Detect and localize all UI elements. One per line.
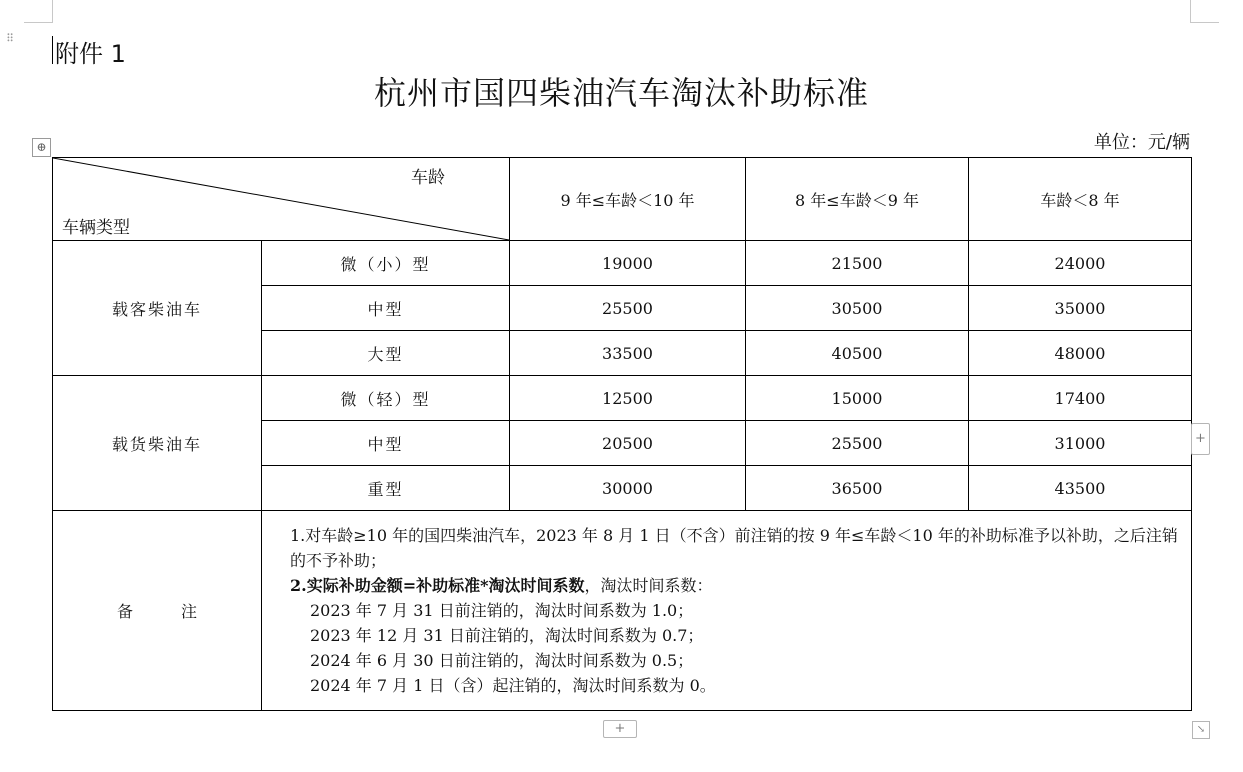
value-cell: 21500 (746, 241, 969, 286)
value-cell: 12500 (510, 376, 746, 421)
table-row (53, 241, 1192, 286)
remark-formula: 2.实际补助金额=补助标准*淘汰时间系数 (290, 576, 585, 595)
column-header-8-9: 8 年≤车龄＜9 年 (746, 158, 969, 241)
remark-coefficient-item: 2024 年 6 月 30 日前注销的，淘汰时间系数为 0.5； (310, 651, 694, 670)
add-row-button[interactable]: + (603, 720, 637, 738)
remarks-content (262, 511, 1192, 711)
header-vehicle-age: 车龄 (411, 168, 445, 188)
value-cell: 33500 (510, 331, 746, 376)
text-cursor (52, 36, 53, 64)
value-cell: 19000 (510, 241, 746, 286)
value-cell: 40500 (746, 331, 969, 376)
page-corner-mark-top-left (24, 0, 53, 23)
value-cell: 48000 (969, 331, 1192, 376)
remark-coefficient-item: 2023 年 7 月 31 日前注销的，淘汰时间系数为 1.0； (310, 601, 694, 620)
header-vehicle-type: 车辆类型 (62, 218, 130, 238)
value-cell: 35000 (969, 286, 1192, 331)
column-header-under-8: 车龄＜8 年 (969, 158, 1192, 241)
table-header-row (53, 158, 1192, 241)
value-cell: 30000 (510, 466, 746, 511)
type-cell: 中型 (262, 286, 510, 331)
column-header-9-10: 9 年≤车龄＜10 年 (510, 158, 746, 241)
value-cell: 25500 (746, 421, 969, 466)
diagonal-header-cell (53, 158, 510, 241)
remarks-label-part: 备 (116, 602, 133, 621)
value-cell: 36500 (746, 466, 969, 511)
value-cell: 20500 (510, 421, 746, 466)
value-cell: 15000 (746, 376, 969, 421)
type-cell: 微（轻）型 (262, 376, 510, 421)
type-cell: 大型 (262, 331, 510, 376)
remark-formula-suffix: ，淘汰时间系数： (584, 576, 713, 595)
document-title: 杭州市国四柴油汽车淘汰补助标准 (373, 74, 869, 112)
remark-coefficient-item: 2024 年 7 月 1 日（含）起注销的，淘汰时间系数为 0。 (310, 676, 716, 695)
add-column-button[interactable]: + (1191, 423, 1210, 455)
table-move-handle-icon[interactable]: ⊕ (32, 138, 51, 157)
remarks-label (53, 511, 262, 711)
table-row (53, 376, 1192, 421)
value-cell: 17400 (969, 376, 1192, 421)
table-resize-handle-icon[interactable]: ↘ (1192, 721, 1210, 739)
subsidy-table (52, 157, 1192, 711)
type-cell: 中型 (262, 421, 510, 466)
type-cell: 微（小）型 (262, 241, 510, 286)
unit-label: 单位：元/辆 (1093, 132, 1190, 153)
attachment-label: 附件 1 (55, 40, 126, 68)
remark-line-2 (290, 573, 1183, 598)
type-cell: 重型 (262, 466, 510, 511)
category-freight: 载货柴油车 (53, 376, 262, 511)
page-corner-mark-top-right (1190, 0, 1219, 23)
value-cell: 30500 (746, 286, 969, 331)
value-cell: 24000 (969, 241, 1192, 286)
value-cell: 25500 (510, 286, 746, 331)
remark-coefficient-item: 2023 年 12 月 31 日前注销的，淘汰时间系数为 0.7； (310, 626, 704, 645)
paragraph-drag-handle-icon[interactable]: ⠿ (6, 32, 16, 45)
value-cell: 31000 (969, 421, 1192, 466)
remarks-row (53, 511, 1192, 711)
category-passenger: 载客柴油车 (53, 241, 262, 376)
remarks-label-part: 注 (181, 602, 198, 621)
remark-line-1: 1.对车龄≥10 年的国四柴油汽车，2023 年 8 月 1 日（不含）前注销的按 9 年≤车龄＜10 年的补助标准予以补助，之后注销的不予补助； (290, 526, 1178, 570)
value-cell: 43500 (969, 466, 1192, 511)
